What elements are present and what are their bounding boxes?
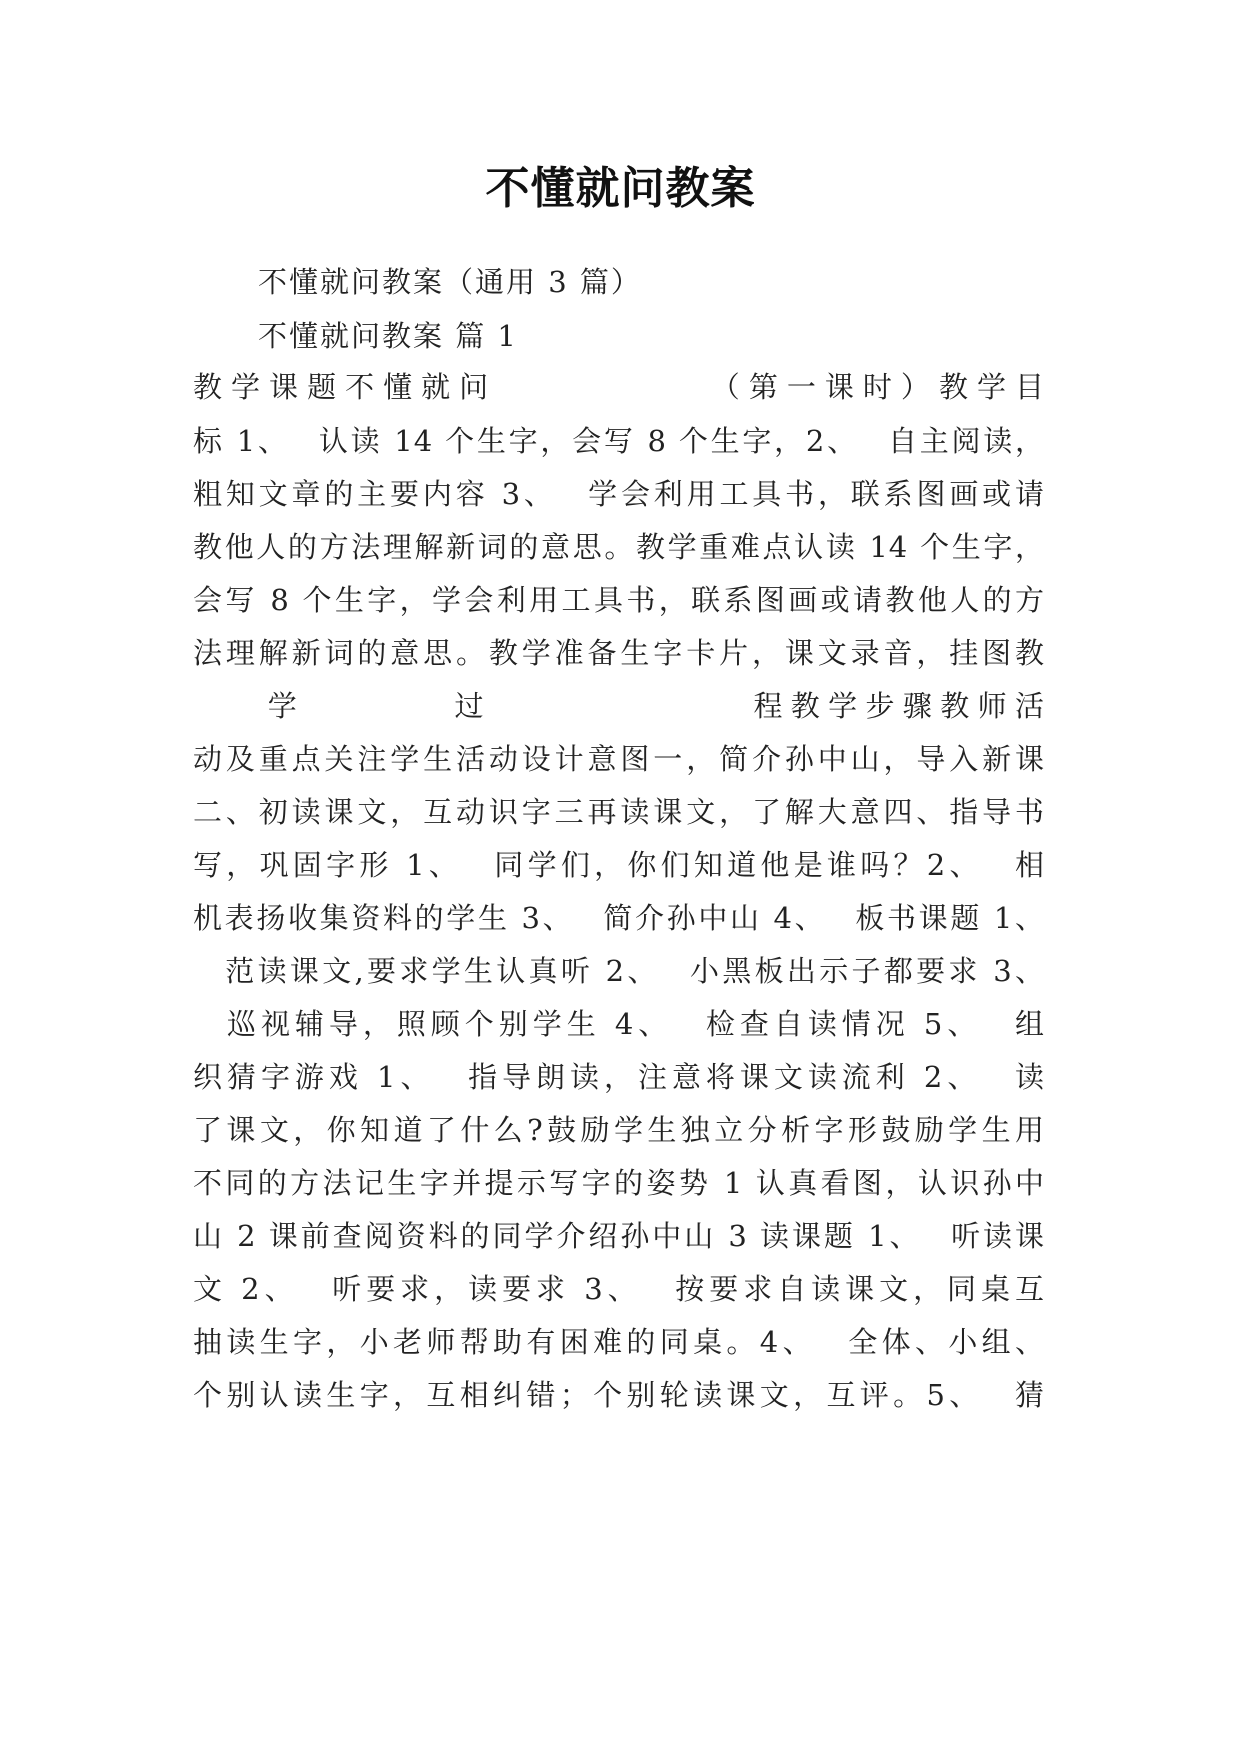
body-line: 动及重点关注学生活动设计意图一，简介孙中山，导入新课 xyxy=(193,742,1045,776)
body-line: 不同的方法记生字并提示写字的姿势 1 认真看图，认识孙中 xyxy=(193,1166,1045,1200)
document-title: 不懂就问教案 xyxy=(485,163,756,214)
body-line: 标 1、 认读 14 个生字，会写 8 个生字，2、 自主阅读， xyxy=(193,424,1045,458)
body-line: 织猜字游戏 1、 指导朗读，注意将课文读流利 2、 读 xyxy=(193,1060,1045,1094)
body-line: 会写 8 个生字，学会利用工具书，联系图画或请教他人的方 xyxy=(193,583,1045,617)
body-line: 写，巩固字形 1、 同学们，你们知道他是谁吗？2、 相 xyxy=(193,848,1045,882)
section-heading: 不懂就问教案 篇 1 xyxy=(258,319,518,353)
body-line: 了课文，你知道了什么?鼓励学生独立分析字形鼓励学生用 xyxy=(193,1113,1045,1147)
body-line: 法理解新词的意思。教学准备生字卡片，课文录音，挂图教 xyxy=(193,636,1045,670)
body-line: 机表扬收集资料的学生 3、 简介孙中山 4、 板书课题 1、 xyxy=(193,901,1045,935)
body-line: 粗知文章的主要内容 3、 学会利用工具书，联系图画或请 xyxy=(193,477,1045,511)
subtitle-line: 不懂就问教案（通用 3 篇） xyxy=(258,265,642,299)
body-line: 教他人的方法理解新词的意思。教学重难点认读 14 个生字， xyxy=(193,530,1045,564)
body-line: 学 过 程教学步骤教师活 xyxy=(193,689,1045,723)
body-line: 教学课题不懂就问 （第一课时）教学目 xyxy=(193,370,1045,404)
body-line: 个别认读生字，互相纠错；个别轮读课文，互评。5、 猜 xyxy=(193,1378,1045,1412)
body-line: 范读课文,要求学生认真听 2、 小黑板出示子都要求 3、 xyxy=(193,954,1045,988)
body-line: 山 2 课前查阅资料的同学介绍孙中山 3 读课题 1、 听读课 xyxy=(193,1219,1045,1253)
body-line: 文 2、 听要求，读要求 3、 按要求自读课文，同桌互 xyxy=(193,1272,1045,1306)
body-line: 二、初读课文，互动识字三再读课文，了解大意四、指导书 xyxy=(193,795,1045,829)
body-line: 抽读生字，小老师帮助有困难的同桌。4、 全体、小组、 xyxy=(193,1325,1045,1359)
body-line: 巡视辅导，照顾个别学生 4、 检查自读情况 5、 组 xyxy=(193,1007,1045,1041)
